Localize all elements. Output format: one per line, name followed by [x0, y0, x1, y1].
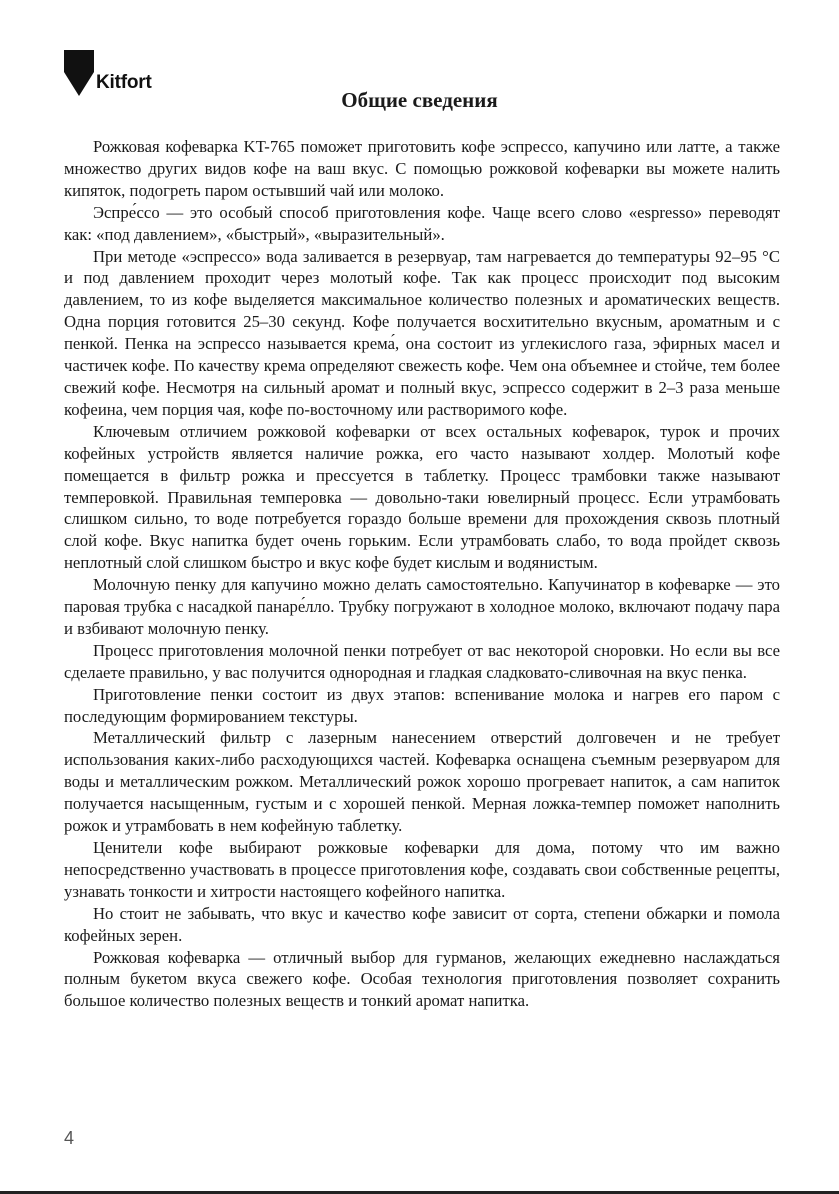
paragraph: Эспре́ссо — это особый способ приготовления кофе. Чаще всего слово «espresso» переводят как: «под давлением», «быстрый», «выразительный».	[64, 202, 780, 244]
paragraph: При методе «эспрессо» вода заливается в резервуар, там нагревается до температуры 92–95 °C и под давлением проходит через молотый кофе. Так как процесс происходит под высоким давлением, то из кофе выделяется максимальное количество полезных и ароматических веществ. Одна порция готовится 25–30 секунд. Кофе получается восхитительно вкусным, ароматным и с пенкой. Пенка на эспрессо называется крема́, она состоит из углекислого газа, эфирных масел и частичек кофе. По качеству крема определяют свежесть кофе. Чем она объемнее и стойче, тем более свежий кофе. Несмотря на сильный аромат и полный вкус, эспрессо содержит в 2–3 раза меньше кофеина, чем порция чая, кофе по-восточному или растворимого кофе.	[64, 246, 780, 419]
paragraph: Металлический фильтр с лазерным нанесением отверстий долговечен и не требует использования каких-либо расходующихся частей. Кофеварка оснащена съемным резервуаром для воды и металлическим рожком. Металлический рожок хорошо прогревает напиток, а сам напиток получается насыщенным, густым и с хорошей пенкой. Мерная ложка-темпер поможет наполнить рожок и утрамбовать в нем кофейную таблетку.	[64, 728, 780, 836]
page-number: 4	[64, 1128, 75, 1148]
page-title: Общие сведения	[341, 88, 498, 112]
paragraph: Рожковая кофеварка — отличный выбор для гурманов, желающих ежедневно наслаждаться полным букетом вкуса свежего кофе. Особая технология приготовления позволяет сохранить большое количество полезных веществ и тонкий аромат напитка.	[64, 947, 780, 1011]
paragraph: Рожковая кофеварка KT-765 поможет приготовить кофе эспрессо, капучино или латте, а также множество других видов кофе на ваш вкус. С помощью рожковой кофеварки вы можете налить кипяток, подогреть паром остывший чай или молоко.	[64, 137, 780, 200]
paragraph: Ключевым отличием рожковой кофеварки от всех остальных кофеварок, турок и прочих кофейных устройств является наличие рожка, его часто называют холдер. Молотый кофе помещается в фильтр рожка и прессуется в таблетку. Процесс трамбовки также называют темперовкой. Правильная темперовка — довольно-таки ювелирный процесс. Если утрамбовать слишком сильно, то воде потребуется гораздо больше времени для прохождения сквозь плотный слой кофе. Вкус напитка будет очень горьким. Если утрамбовать слабо, то вода пройдет сквозь неплотный слой слишком быстро и вкус кофе будет кислым и водянистым.	[64, 421, 780, 573]
paragraph: Ценители кофе выбирают рожковые кофеварки для дома, потому что им важно непосредственно участвовать в процессе приготовления кофе, создавать свои собственные рецепты, узнавать тонкости и хитрости настоящего кофейного напитка.	[64, 838, 780, 901]
paragraph: Приготовление пенки состоит из двух этапов: вспенивание молока и нагрев его паром с последующим формированием текстуры.	[64, 684, 780, 726]
brand-name: Kitfort	[96, 72, 152, 93]
paragraph: Но стоит не забывать, что вкус и качество кофе зависит от сорта, степени обжарки и помола кофейных зерен.	[64, 903, 780, 945]
paragraph: Процесс приготовления молочной пенки потребует от вас некоторой сноровки. Но если вы все сделаете правильно, у вас получится однородная и гладкая сладковато-сливочная на вкус пенка.	[64, 640, 780, 682]
body-text	[64, 136, 780, 1012]
paragraph: Молочную пенку для капучино можно делать самостоятельно. Капучинатор в кофеварке — это паровая трубка с насадкой панаре́лло. Трубку погружают в холодное молоко, включают подачу пара и взбивают молочную пенку.	[64, 575, 780, 638]
